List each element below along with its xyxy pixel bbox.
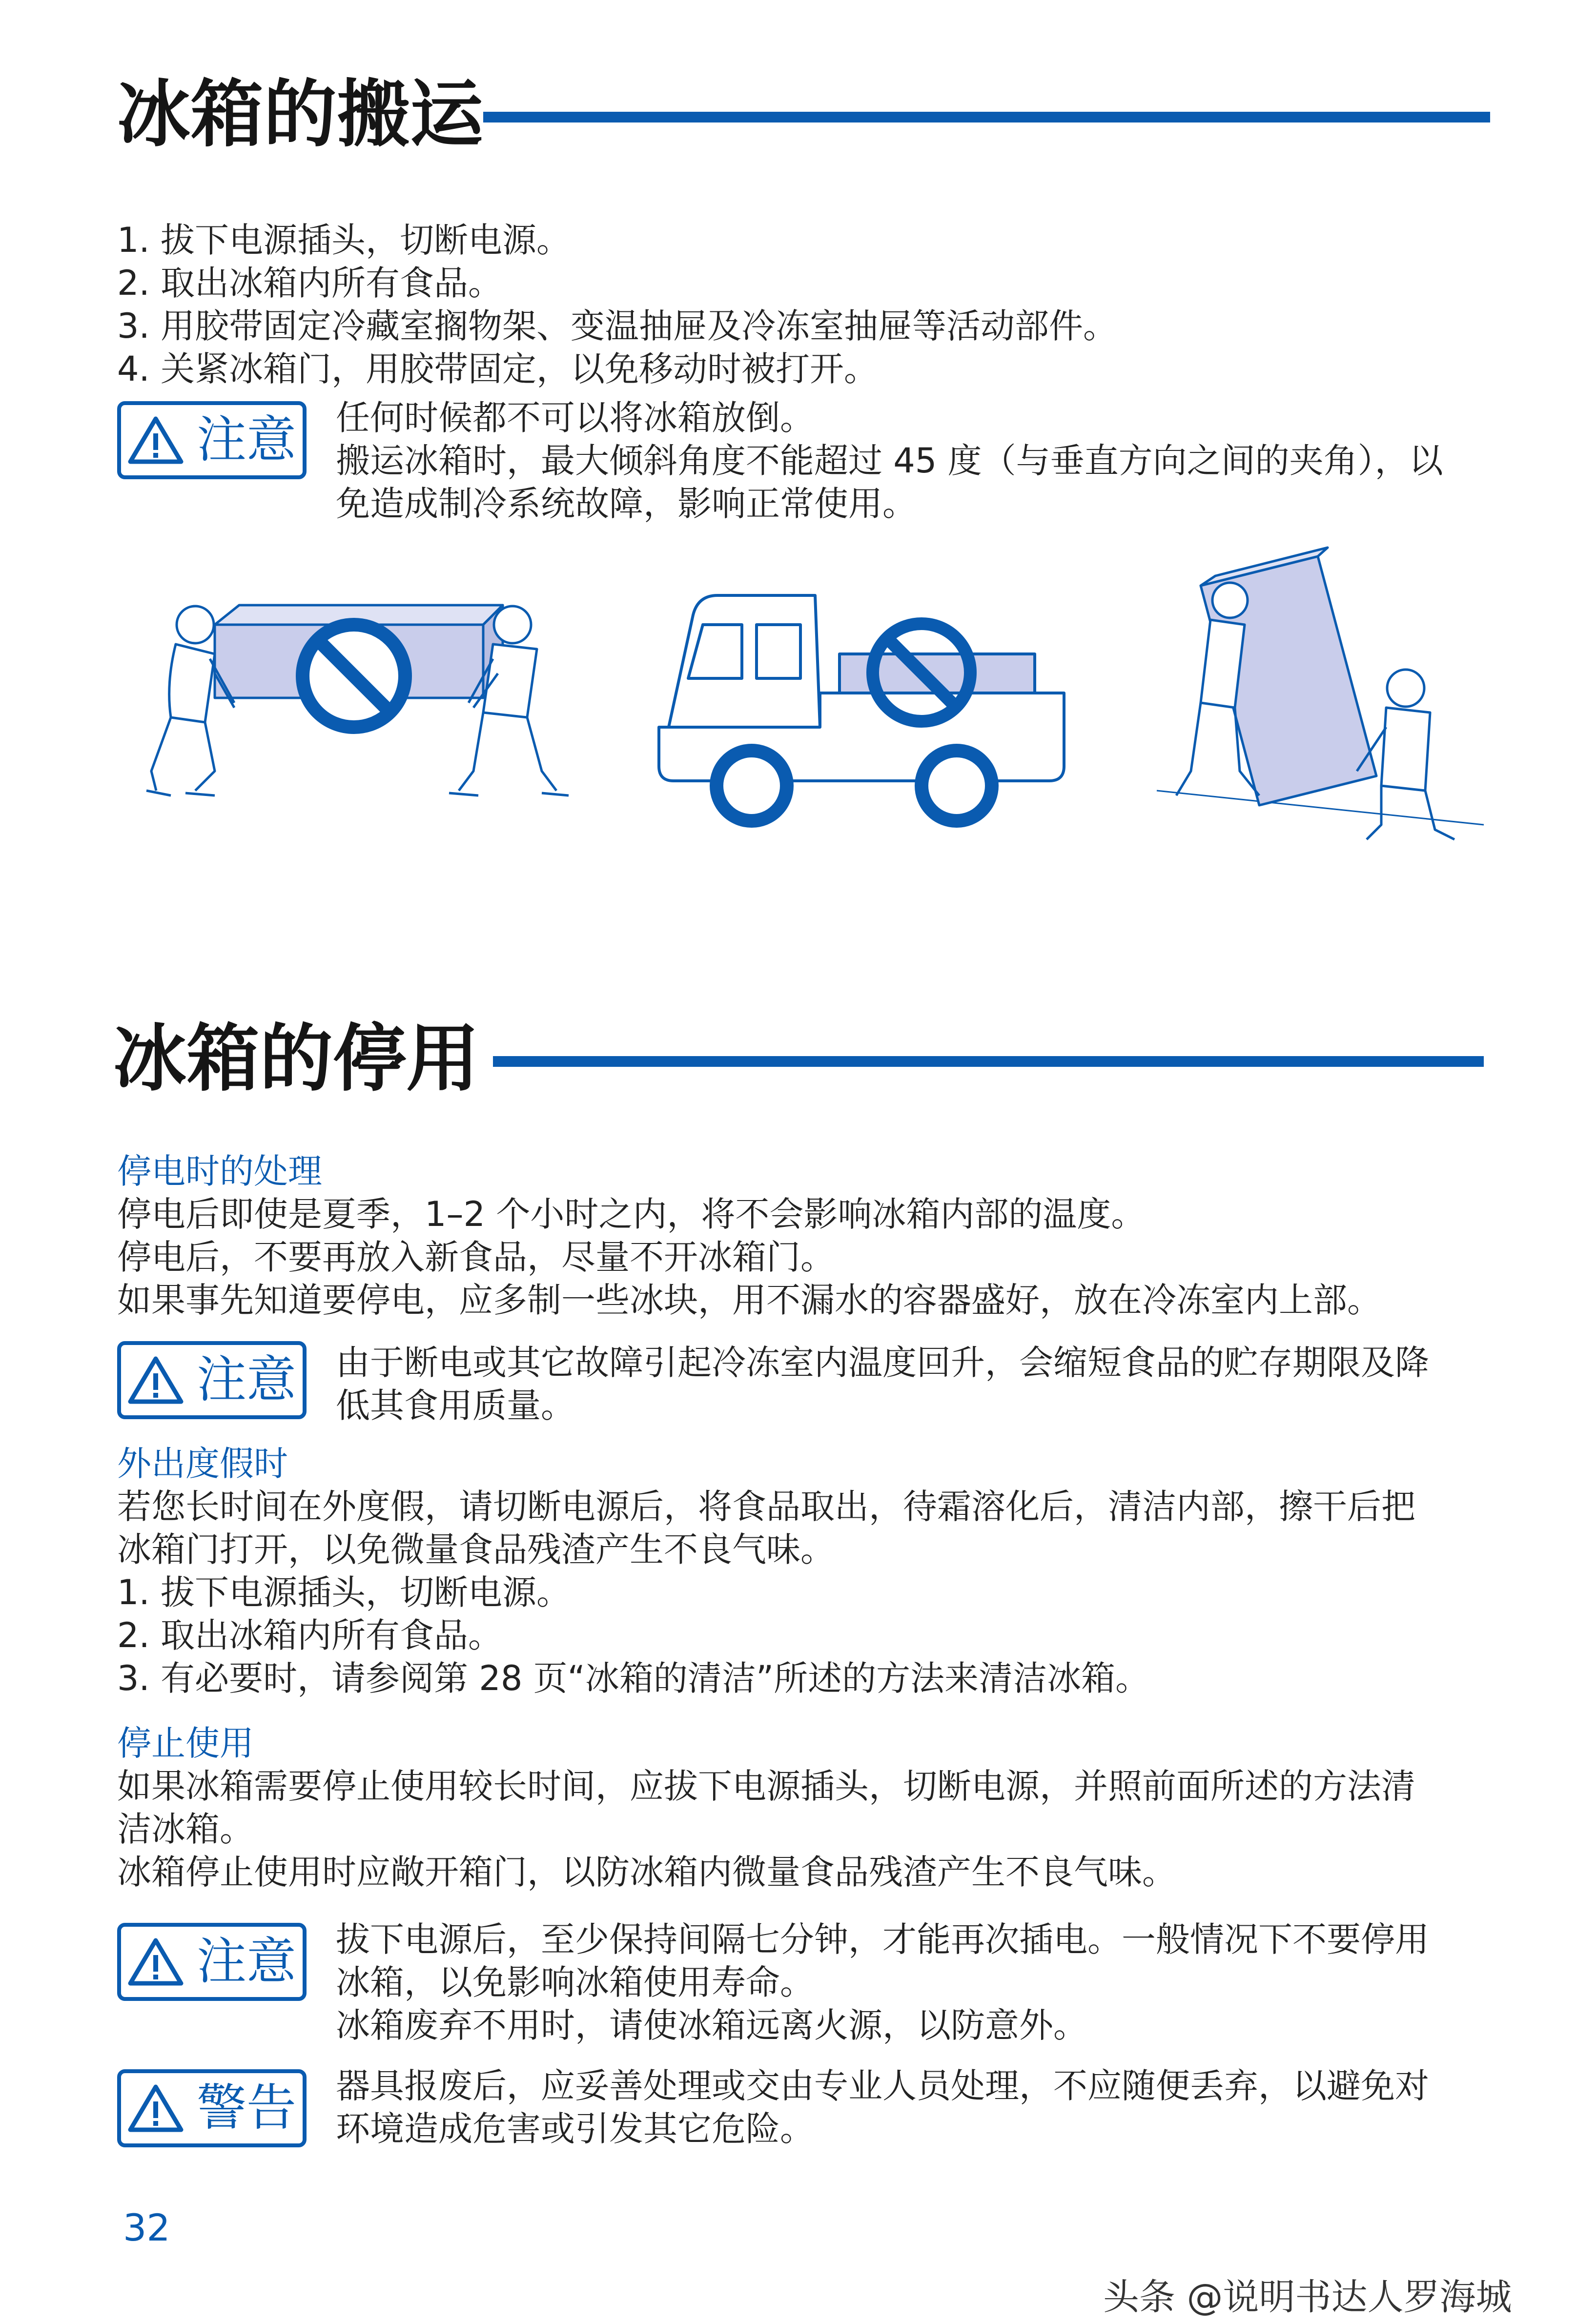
caution-label: 注意 bbox=[197, 1351, 296, 1409]
vacation-line-3: 1. 拔下电源插头，切断电源。 bbox=[117, 1572, 571, 1612]
transport-caution-line-1: 任何时候都不可以将冰箱放倒。 bbox=[336, 398, 814, 438]
transport-step-1: 1. 拔下电源插头，切断电源。 bbox=[117, 220, 571, 260]
watermark: 头条 @说明书达人罗海城 bbox=[1103, 2276, 1512, 2318]
stop-caution-line-2: 冰箱，以免影响冰箱使用寿命。 bbox=[336, 1962, 814, 2002]
illustration-truck bbox=[654, 586, 1069, 839]
warning-triangle-icon bbox=[127, 2084, 184, 2133]
stop-use-line-2: 洁冰箱。 bbox=[117, 1809, 254, 1849]
power-outage-line-1: 停电后即使是夏季，1–2 个小时之内，将不会影响冰箱内部的温度。 bbox=[117, 1194, 1146, 1234]
vacation-line-4: 2. 取出冰箱内所有食品。 bbox=[117, 1615, 503, 1655]
caution-badge bbox=[117, 1341, 307, 1419]
transport-step-3: 3. 用胶带固定冷藏室搁物架、变温抽屉及冷冻室抽屉等活动部件。 bbox=[117, 306, 1118, 346]
power-outage-line-3: 如果事先知道要停电，应多制一些冰块，用不漏水的容器盛好，放在冷冻室内上部。 bbox=[117, 1280, 1381, 1320]
caution-badge bbox=[117, 1923, 307, 2001]
vacation-line-2: 冰箱门打开，以免微量食品残渣产生不良气味。 bbox=[117, 1529, 835, 1570]
warning-triangle-icon bbox=[127, 416, 184, 465]
outage-caution-line-2: 低其食用质量。 bbox=[336, 1386, 575, 1426]
warning-badge bbox=[117, 2069, 307, 2147]
transport-step-4: 4. 关紧冰箱门，用胶带固定，以免移动时被打开。 bbox=[117, 349, 879, 389]
vacation-line-5: 3. 有必要时，请参阅第 28 页“冰箱的清洁”所述的方法来清洁冰箱。 bbox=[117, 1658, 1150, 1698]
title-rule bbox=[483, 112, 1490, 122]
power-outage-line-2: 停电后，不要再放入新食品，尽量不开冰箱门。 bbox=[117, 1237, 835, 1277]
heading-stop-use: 停止使用 bbox=[117, 1723, 254, 1763]
warning-line-1: 器具报废后，应妥善处理或交由专业人员处理，不应随便丢弃，以避免对 bbox=[336, 2066, 1429, 2106]
warning-label: 警告 bbox=[197, 2079, 296, 2137]
caution-label: 注意 bbox=[197, 411, 296, 469]
transport-caution-line-2: 搬运冰箱时，最大倾斜角度不能超过 45 度（与垂直方向之间的夹角），以 bbox=[336, 441, 1443, 481]
stop-caution-line-1: 拔下电源后，至少保持间隔七分钟，才能再次插电。一般情况下不要停用 bbox=[336, 1919, 1429, 1959]
caution-badge bbox=[117, 401, 307, 479]
stop-use-line-1: 如果冰箱需要停止使用较长时间，应拔下电源插头，切断电源，并照前面所述的方法清 bbox=[117, 1766, 1415, 1806]
warning-triangle-icon bbox=[127, 1356, 184, 1405]
vacation-line-1: 若您长时间在外度假，请切断电源后，将食品取出，待霜溶化后，清洁内部，擦干后把 bbox=[117, 1487, 1415, 1527]
heading-vacation: 外出度假时 bbox=[117, 1444, 288, 1484]
warning-triangle-icon bbox=[127, 1937, 184, 1986]
page-number: 32 bbox=[123, 2206, 170, 2249]
transport-caution-line-3: 免造成制冷系统故障，影响正常使用。 bbox=[336, 484, 917, 524]
illustration-carry-horizontal bbox=[142, 595, 571, 830]
title-rule bbox=[493, 1056, 1484, 1067]
stop-use-line-3: 冰箱停止使用时应敞开箱门，以防冰箱内微量食品残渣产生不良气味。 bbox=[117, 1852, 1176, 1892]
stop-caution-line-3: 冰箱废弃不用时，请使冰箱远离火源，以防意外。 bbox=[336, 2005, 1087, 2045]
outage-caution-line-1: 由于断电或其它故障引起冷冻室内温度回升，会缩短食品的贮存期限及降 bbox=[336, 1343, 1429, 1383]
transport-step-2: 2. 取出冰箱内所有食品。 bbox=[117, 263, 503, 303]
section-title-transport: 冰箱的搬运 bbox=[117, 72, 484, 157]
warning-line-2: 环境造成危害或引发其它危险。 bbox=[336, 2109, 814, 2149]
illustration-carry-tilted bbox=[1152, 542, 1494, 854]
heading-power-outage: 停电时的处理 bbox=[117, 1151, 322, 1191]
caution-label: 注意 bbox=[197, 1933, 296, 1991]
prohibited-icon bbox=[303, 625, 405, 727]
section-title-shutdown: 冰箱的停用 bbox=[113, 1017, 480, 1101]
